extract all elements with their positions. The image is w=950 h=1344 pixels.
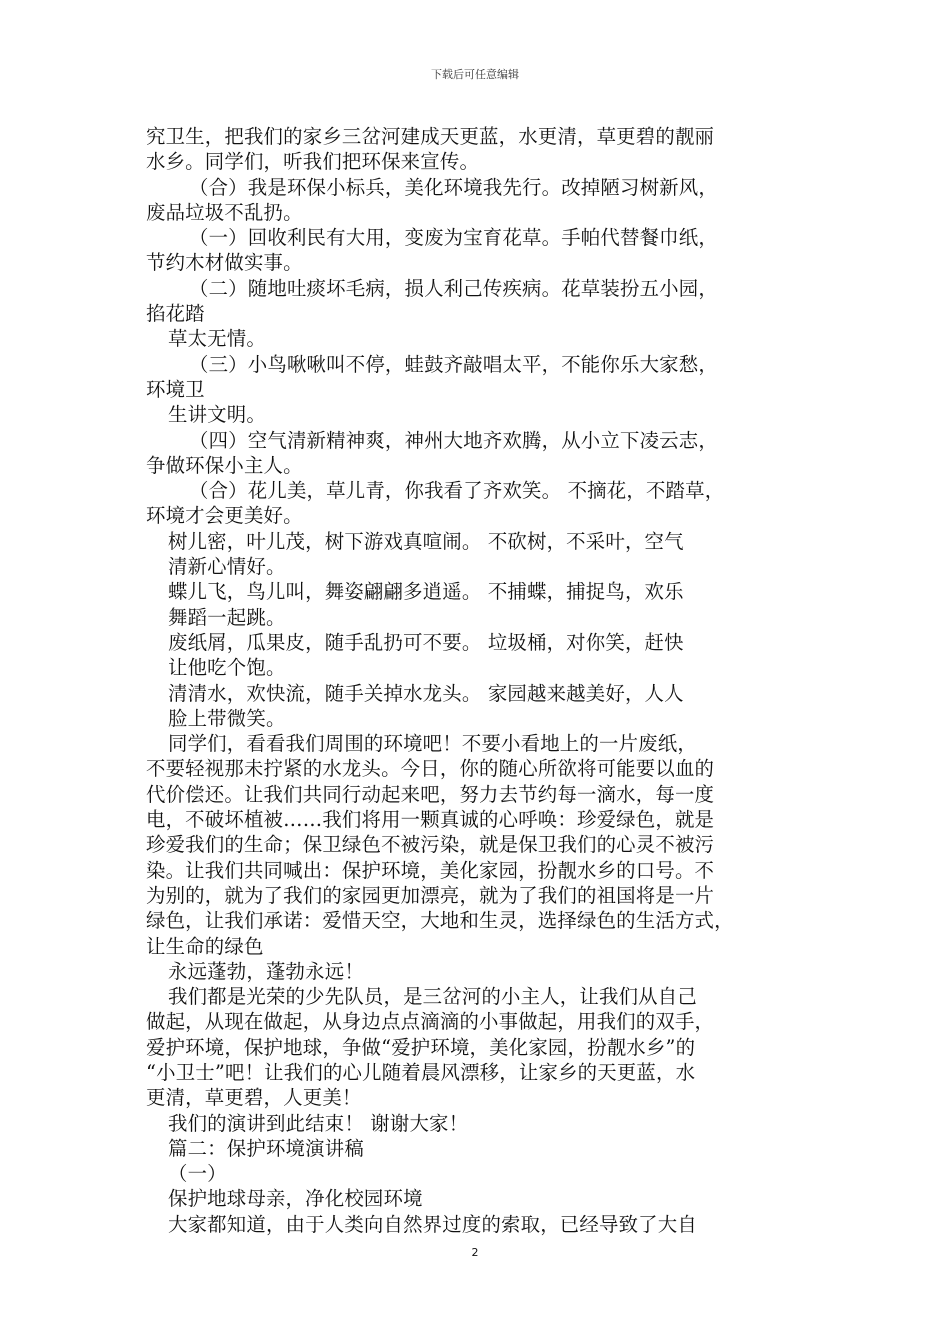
text-line: （一）回收利民有大用，变废为宝育花草。手帕代替餐巾纸， — [189, 226, 718, 250]
text-line: 废纸屑，瓜果皮，随手乱扔可不要。 垃圾桶，对你笑，赶快 — [168, 630, 684, 654]
text-line: 大家都知道，由于人类向自然界过度的索取，已经导致了大自 — [168, 1212, 697, 1236]
text-line: 废品垃圾不乱扔。 — [146, 200, 303, 224]
text-line: 究卫生，把我们的家乡三岔河建成天更蓝，水更清，草更碧的靓丽 — [146, 125, 715, 148]
text-line: 清新心情好。 — [168, 555, 286, 579]
text-line: 让他吃个饱。 — [168, 656, 286, 680]
text-line: 不要轻视那未拧紧的水龙头。今日，你的随心所欲将可能要以血的 — [146, 757, 715, 781]
text-line: 做起，从现在做起，从身边点点滴滴的小事做起，用我们的双手， — [146, 1010, 715, 1034]
text-line: 代价偿还。让我们共同行动起来吧，努力去节约每一滴水，每一度 — [146, 782, 715, 806]
text-line: 染。让我们共同喊出：保护环境，美化家园，扮靓水乡的口号。不 — [146, 858, 715, 882]
text-line: 永远蓬勃，蓬勃永远！ — [168, 959, 364, 983]
text-line: （一） — [168, 1162, 227, 1186]
text-line: 脸上带微笑。 — [168, 706, 286, 730]
section-heading: 篇二：保护环境演讲稿 — [168, 1136, 364, 1160]
text-line: 环境卫 — [146, 377, 205, 401]
text-line: （合）我是环保小标兵，美化环境我先行。改掉陋习树新风， — [189, 175, 718, 199]
text-line: “小卫士”吧！让我们的心儿随着晨风漂移，让家乡的天更蓝，水 — [146, 1060, 696, 1084]
text-line: 生讲文明。 — [168, 403, 266, 427]
text-line: 让生命的绿色 — [146, 934, 264, 958]
text-line: 蝶儿飞，鸟儿叫，舞姿翩翩多逍遥。 不捕蝶，捕捉鸟，欢乐 — [168, 580, 684, 604]
text-line: 爱护环境，保护地球，争做“爱护环境，美化家园，扮靓水乡”的 — [146, 1035, 696, 1059]
text-line: 为别的，就为了我们的家园更加漂亮，就为了我们的祖国将是一片 — [146, 883, 715, 907]
text-line: 电，不破坏植被……我们将用一颗真诚的心呼唤：珍爱绿色，就是 — [146, 808, 715, 832]
text-line: 绿色，让我们承诺：爱惜天空，大地和生灵，选择绿色的生活方式， — [146, 909, 734, 933]
text-line: 我们的演讲到此结束！ 谢谢大家！ — [168, 1111, 469, 1135]
text-line: 水乡。同学们，听我们把环保来宣传。 — [146, 150, 480, 174]
text-line: 我们都是光荣的少先队员，是三岔河的小主人，让我们从自己 — [168, 985, 697, 1009]
text-line: 掐花踏 — [146, 302, 205, 326]
text-line: （四）空气清新精神爽，神州大地齐欢腾，从小立下凌云志， — [189, 428, 718, 452]
text-line: 清清水，欢快流，随手关掉水龙头。 家园越来越美好，人人 — [168, 681, 684, 705]
text-line: （合）花儿美，草儿青，你我看了齐欢笑。 不摘花，不踏草， — [189, 479, 725, 503]
text-line: （二）随地吐痰坏毛病，损人利己传疾病。花草装扮五小园， — [189, 276, 718, 300]
text-line: 舞蹈一起跳。 — [168, 605, 286, 629]
page-header: 下载后可任意编辑 — [431, 68, 519, 81]
text-line: 争做环保小主人。 — [146, 453, 303, 477]
text-line: 树儿密，叶儿茂，树下游戏真喧闹。 不砍树，不采叶，空气 — [168, 529, 684, 553]
text-line: 同学们，看看我们周围的环境吧！不要小看地上的一片废纸， — [168, 732, 697, 756]
document-body — [146, 124, 812, 1237]
text-line: 珍爱我们的生命；保卫绿色不被污染，就是保卫我们的心灵不被污 — [146, 833, 715, 857]
text-line: 更清，草更碧，人更美！ — [146, 1086, 362, 1110]
text-line: 草太无情。 — [168, 327, 266, 351]
page-number: 2 — [471, 1246, 479, 1259]
text-line: 环境才会更美好。 — [146, 504, 303, 528]
text-line: 节约木材做实事。 — [146, 251, 303, 275]
speech-title: 保护地球母亲，净化校园环境 — [168, 1187, 423, 1211]
text-line: （三）小鸟啾啾叫不停，蛙鼓齐敲唱太平，不能你乐大家愁， — [189, 352, 718, 376]
